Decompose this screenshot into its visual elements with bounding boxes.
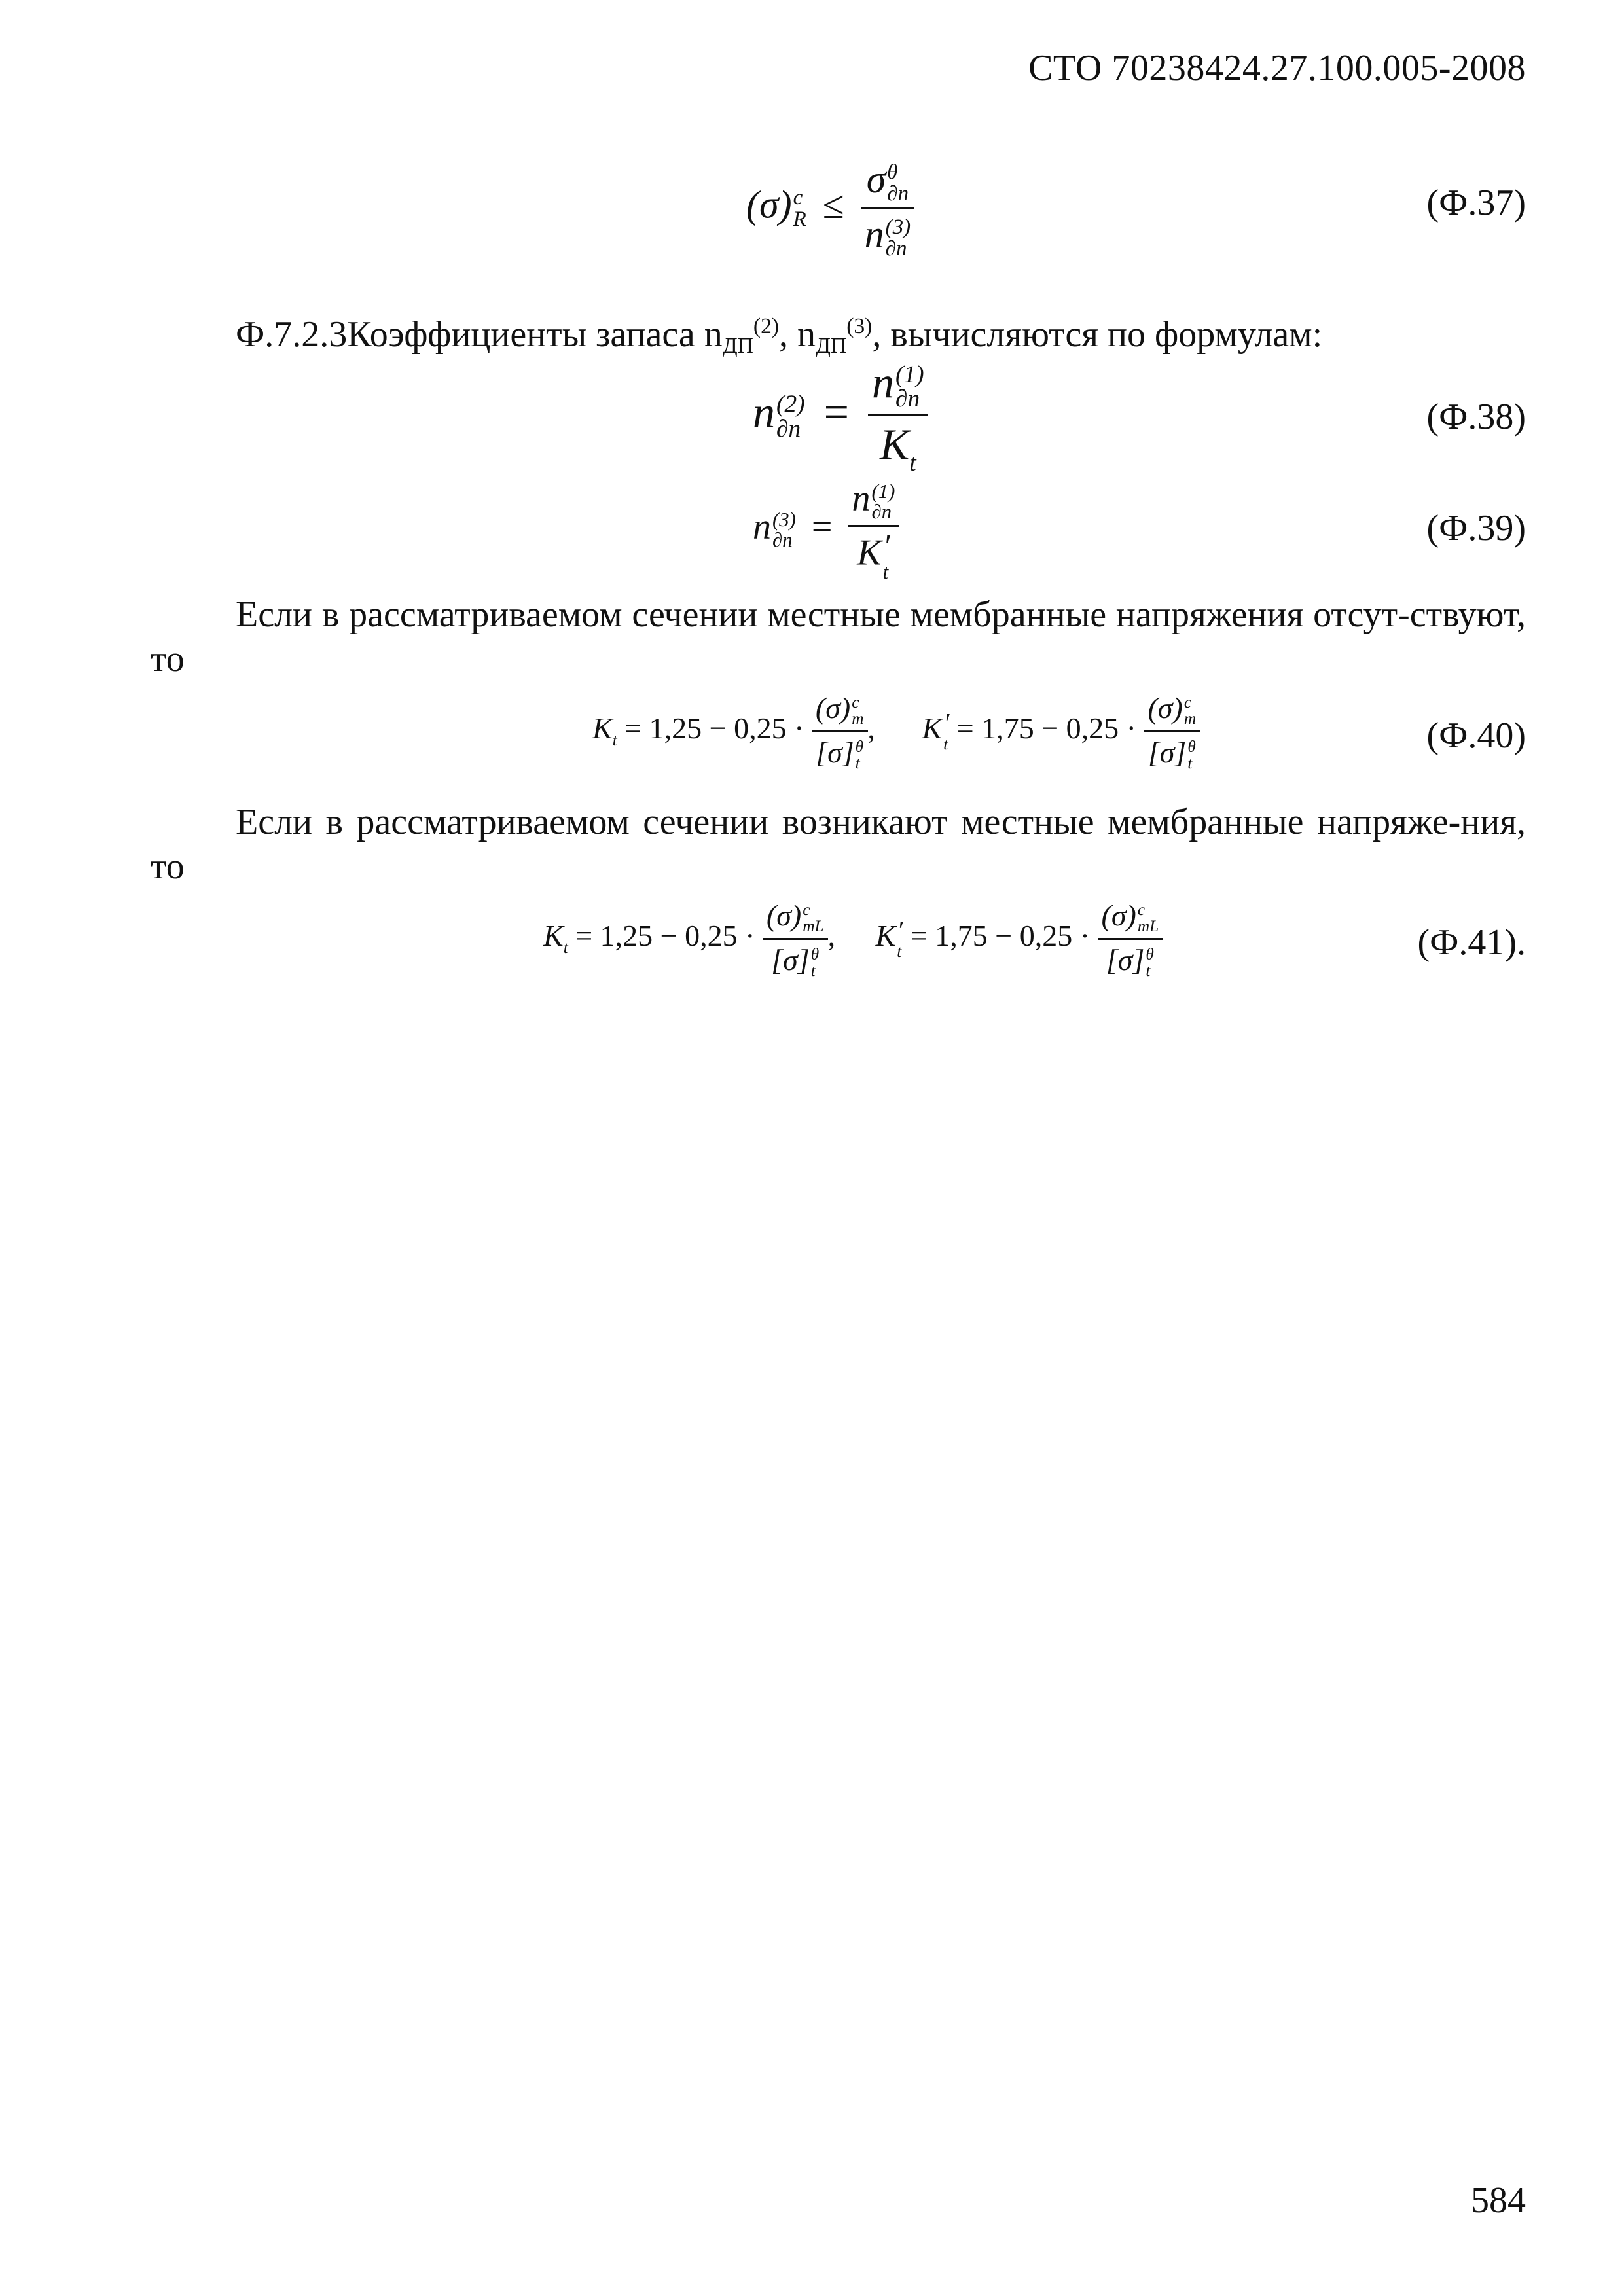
f39-den-sub: t (882, 561, 889, 584)
f40-den-2: [σ] (1147, 735, 1187, 769)
f39-fraction (848, 478, 899, 583)
f41-k2: K (875, 918, 896, 952)
f37-lhs: (σ) (746, 183, 792, 226)
f41-den-2: [σ] (1106, 942, 1145, 977)
f37-lhs-sup: c (793, 185, 803, 209)
f41-comma: , (827, 918, 836, 952)
f41-k1-sub: t (563, 939, 568, 958)
f37-numerator: σ (866, 158, 886, 201)
f41-den-sub-1: t (810, 961, 816, 980)
f41-k1: K (543, 918, 564, 952)
f40-fraction-2 (1144, 691, 1200, 772)
f40-den-sup-2: θ (1187, 737, 1196, 756)
f40-expr2: = 1,75 − 0,25 · (956, 711, 1136, 745)
f38-lhs-sub: ∂n (776, 415, 801, 442)
p1-sup1: (2) (753, 314, 780, 338)
equation-number-f39: (Ф.39) (1426, 508, 1526, 548)
f39-den-prime: ′ (882, 527, 890, 564)
paragraph-no-local-membrane: Если в рассматриваемом сечении местные мембранные напряжения отсут-ствуют, то (151, 594, 1526, 679)
f41-expr1: = 1,25 − 0,25 · (575, 918, 755, 952)
equation-number-f37: (Ф.37) (1426, 183, 1526, 223)
f40-num-sup-2: c (1183, 693, 1192, 712)
f39-num-sub: ∂n (871, 501, 892, 524)
f40-den-sub-2: t (1187, 754, 1193, 773)
formula-f37 (746, 157, 914, 260)
formula-f38 (753, 357, 928, 477)
p1-sup2: (3) (846, 314, 873, 338)
f39-num-sup: (1) (871, 480, 895, 503)
f40-num-sup-1: c (852, 693, 859, 712)
f41-expr2: = 1,75 − 0,25 · (910, 918, 1091, 952)
document-code-header: СТО 70238424.27.100.005-2008 (1028, 48, 1526, 88)
f39-denominator: K (857, 532, 882, 573)
f39-relation: = (811, 506, 833, 547)
f39-numerator: n (852, 478, 871, 519)
f38-num-sup: (1) (895, 361, 924, 388)
f41-num-2: (σ) (1101, 899, 1136, 932)
f41-k2-sub: t (897, 942, 902, 961)
f40-k2: K (922, 711, 943, 745)
f37-lhs-sub: R (793, 207, 806, 231)
p1-prefix: Ф.7.2.3Коэффициенты запаса n (236, 314, 723, 355)
f41-num-sup-1: c (803, 901, 810, 920)
f41-num-sub-1: mL (803, 917, 824, 936)
f37-den-sup: (3) (885, 215, 911, 240)
f37-num-sup: θ (887, 160, 898, 185)
f40-den-sub-1: t (855, 754, 860, 773)
f41-num-1: (σ) (766, 899, 802, 932)
f41-den-sup-1: θ (810, 944, 820, 963)
f40-den-sup-1: θ (855, 737, 864, 756)
f37-fraction (861, 157, 914, 260)
f40-num-2: (σ) (1147, 691, 1183, 725)
formula-f40 (592, 691, 1200, 772)
f41-den-1: [σ] (771, 942, 810, 977)
f38-denominator: K (879, 419, 910, 469)
f41-k2-prime: ′ (897, 914, 903, 945)
p1-suffix: , вычисляются по формулам: (872, 314, 1323, 355)
f40-num-sub-2: m (1183, 709, 1197, 728)
formula-f41 (543, 898, 1163, 979)
f38-lhs-sup: (2) (776, 391, 805, 418)
p1-sub1: ДП (722, 334, 753, 359)
f38-num-sub: ∂n (895, 386, 920, 413)
f41-den-sub-2: t (1146, 961, 1151, 980)
f38-den-sub: t (909, 449, 916, 476)
f38-fraction (868, 357, 928, 477)
equation-number-f40: (Ф.40) (1426, 715, 1526, 756)
f40-fraction-1 (812, 691, 868, 772)
f41-fraction-1 (763, 898, 828, 979)
p1-sub2: ДП (816, 334, 847, 359)
f37-denominator: n (864, 213, 884, 257)
page-number: 584 (1471, 2180, 1526, 2221)
f40-k1-sub: t (612, 731, 617, 750)
f40-k2-prime: ′ (943, 707, 950, 738)
f37-num-sub: ∂n (887, 182, 909, 206)
paragraph-local-membrane: Если в рассматриваемом сечении возникают местные мембранные напряже-ния, то (151, 802, 1526, 887)
f41-num-sub-2: mL (1137, 917, 1159, 936)
f37-den-sub: ∂n (885, 237, 907, 261)
f37-relation: ≤ (822, 183, 844, 226)
formula-f39 (753, 478, 899, 583)
f40-comma: , (867, 711, 876, 745)
p1-mid: , n (779, 314, 816, 355)
f40-k2-sub: t (943, 735, 948, 754)
f39-lhs-sub: ∂n (772, 529, 793, 552)
equation-number-f41: (Ф.41). (1417, 922, 1526, 963)
f40-k1: K (592, 711, 613, 745)
f38-numerator: n (871, 357, 894, 407)
f41-num-sup-2: c (1137, 901, 1146, 920)
equation-number-f38: (Ф.38) (1426, 397, 1526, 437)
f40-expr1: = 1,25 − 0,25 · (624, 711, 804, 745)
f41-den-sup-2: θ (1146, 944, 1154, 963)
f40-num-sub-1: m (852, 709, 864, 728)
f39-lhs: n (753, 506, 771, 547)
f38-lhs: n (753, 387, 775, 437)
f40-den-1: [σ] (816, 735, 854, 769)
f40-num-1: (σ) (815, 691, 851, 725)
f38-relation: = (823, 387, 849, 437)
f41-fraction-2 (1098, 898, 1163, 979)
f39-lhs-sup: (3) (772, 509, 796, 531)
